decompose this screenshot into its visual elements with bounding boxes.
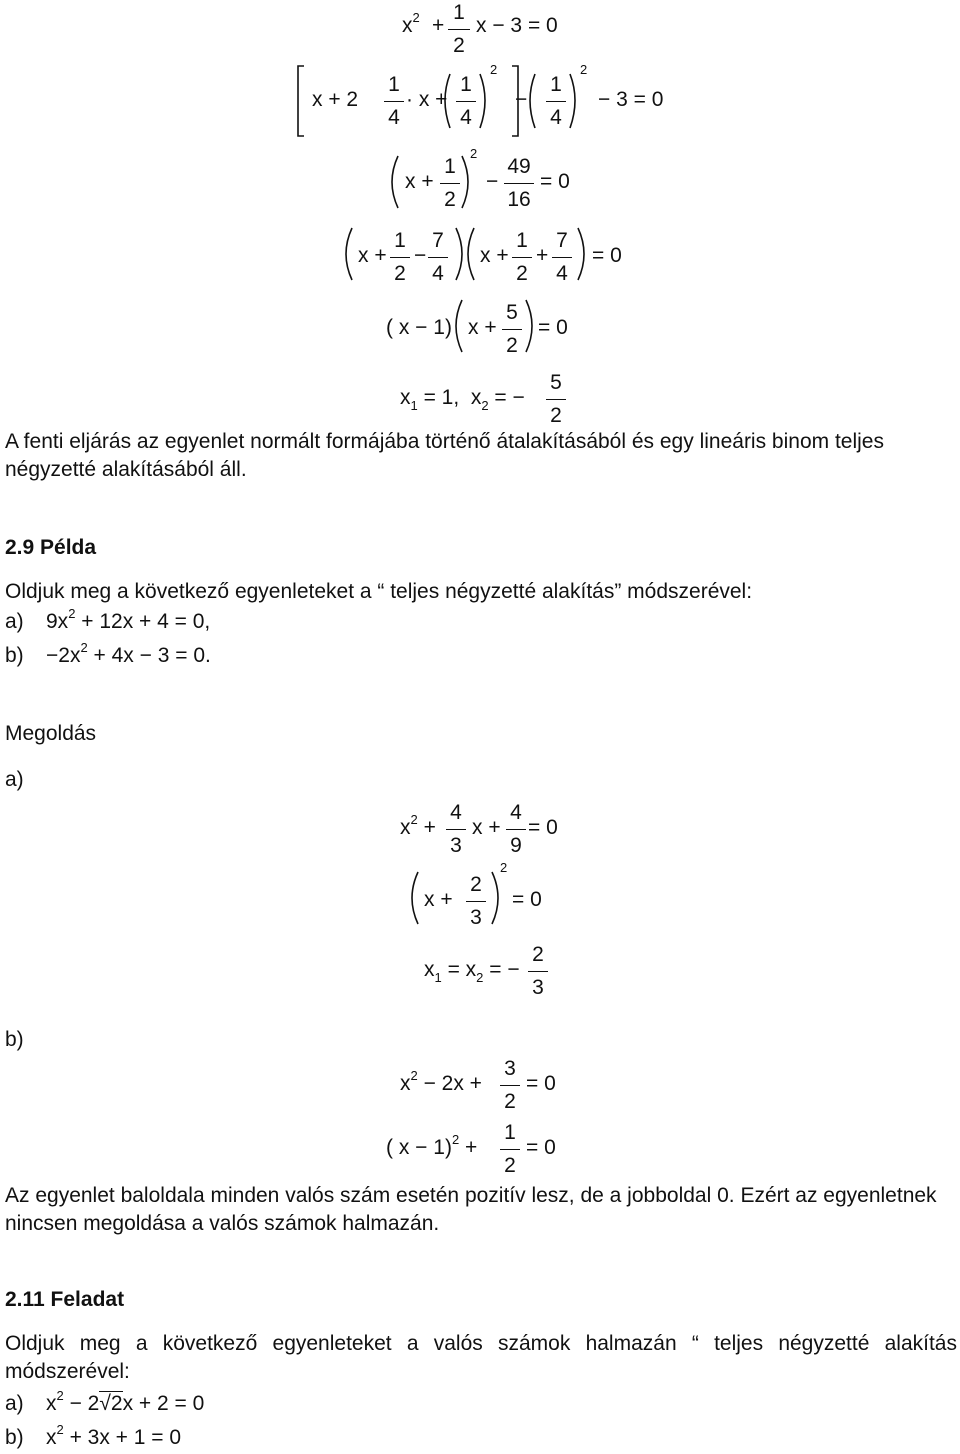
example-heading: 2.9 Példa [5,536,97,559]
task-b-label: b) [5,1426,24,1449]
task-heading: 2.11 Feladat [5,1288,125,1311]
solution-a-label: a) [5,768,24,791]
conclusion-paragraph: Az egyenlet baloldala minden valós szám esetén pozitív lesz, de a jobboldal 0. Ezért az egyenletnek nincsen megoldása a valós számok halmazán. [5,1184,937,1235]
example-text: Oldjuk meg a következő egyenleteket a “ teljes négyzetté alakítás” módszerével: [5,580,753,603]
example-a-equation: $9x^2 + 12x + 4 = 0$, [46,606,211,633]
solution-b-label: b) [5,1028,24,1051]
task-b-equation: $x^2 + 3x + 1 = 0$ [46,1422,182,1449]
example-b-equation: $-2x^2 + 4x - 3 = 0$. [46,640,211,667]
task-a-label: a) [5,1392,24,1415]
explanation-paragraph: A fenti eljárás az egyenlet normált formájába történő átalakításából és egy lineáris binom teljes négyzetté alakításából áll. [5,430,884,481]
solution-heading: Megoldás [5,722,97,745]
task-a-equation: $x^2 - 2√2x + 2 = 0$ [46,1388,205,1415]
example-a-label: a) [5,610,24,633]
task-text: Oldjuk meg a következő egyenleteket a valós számok halmazán “ teljes négyzetté alakítás módszerével: [5,1332,957,1383]
example-b-label: b) [5,644,24,667]
